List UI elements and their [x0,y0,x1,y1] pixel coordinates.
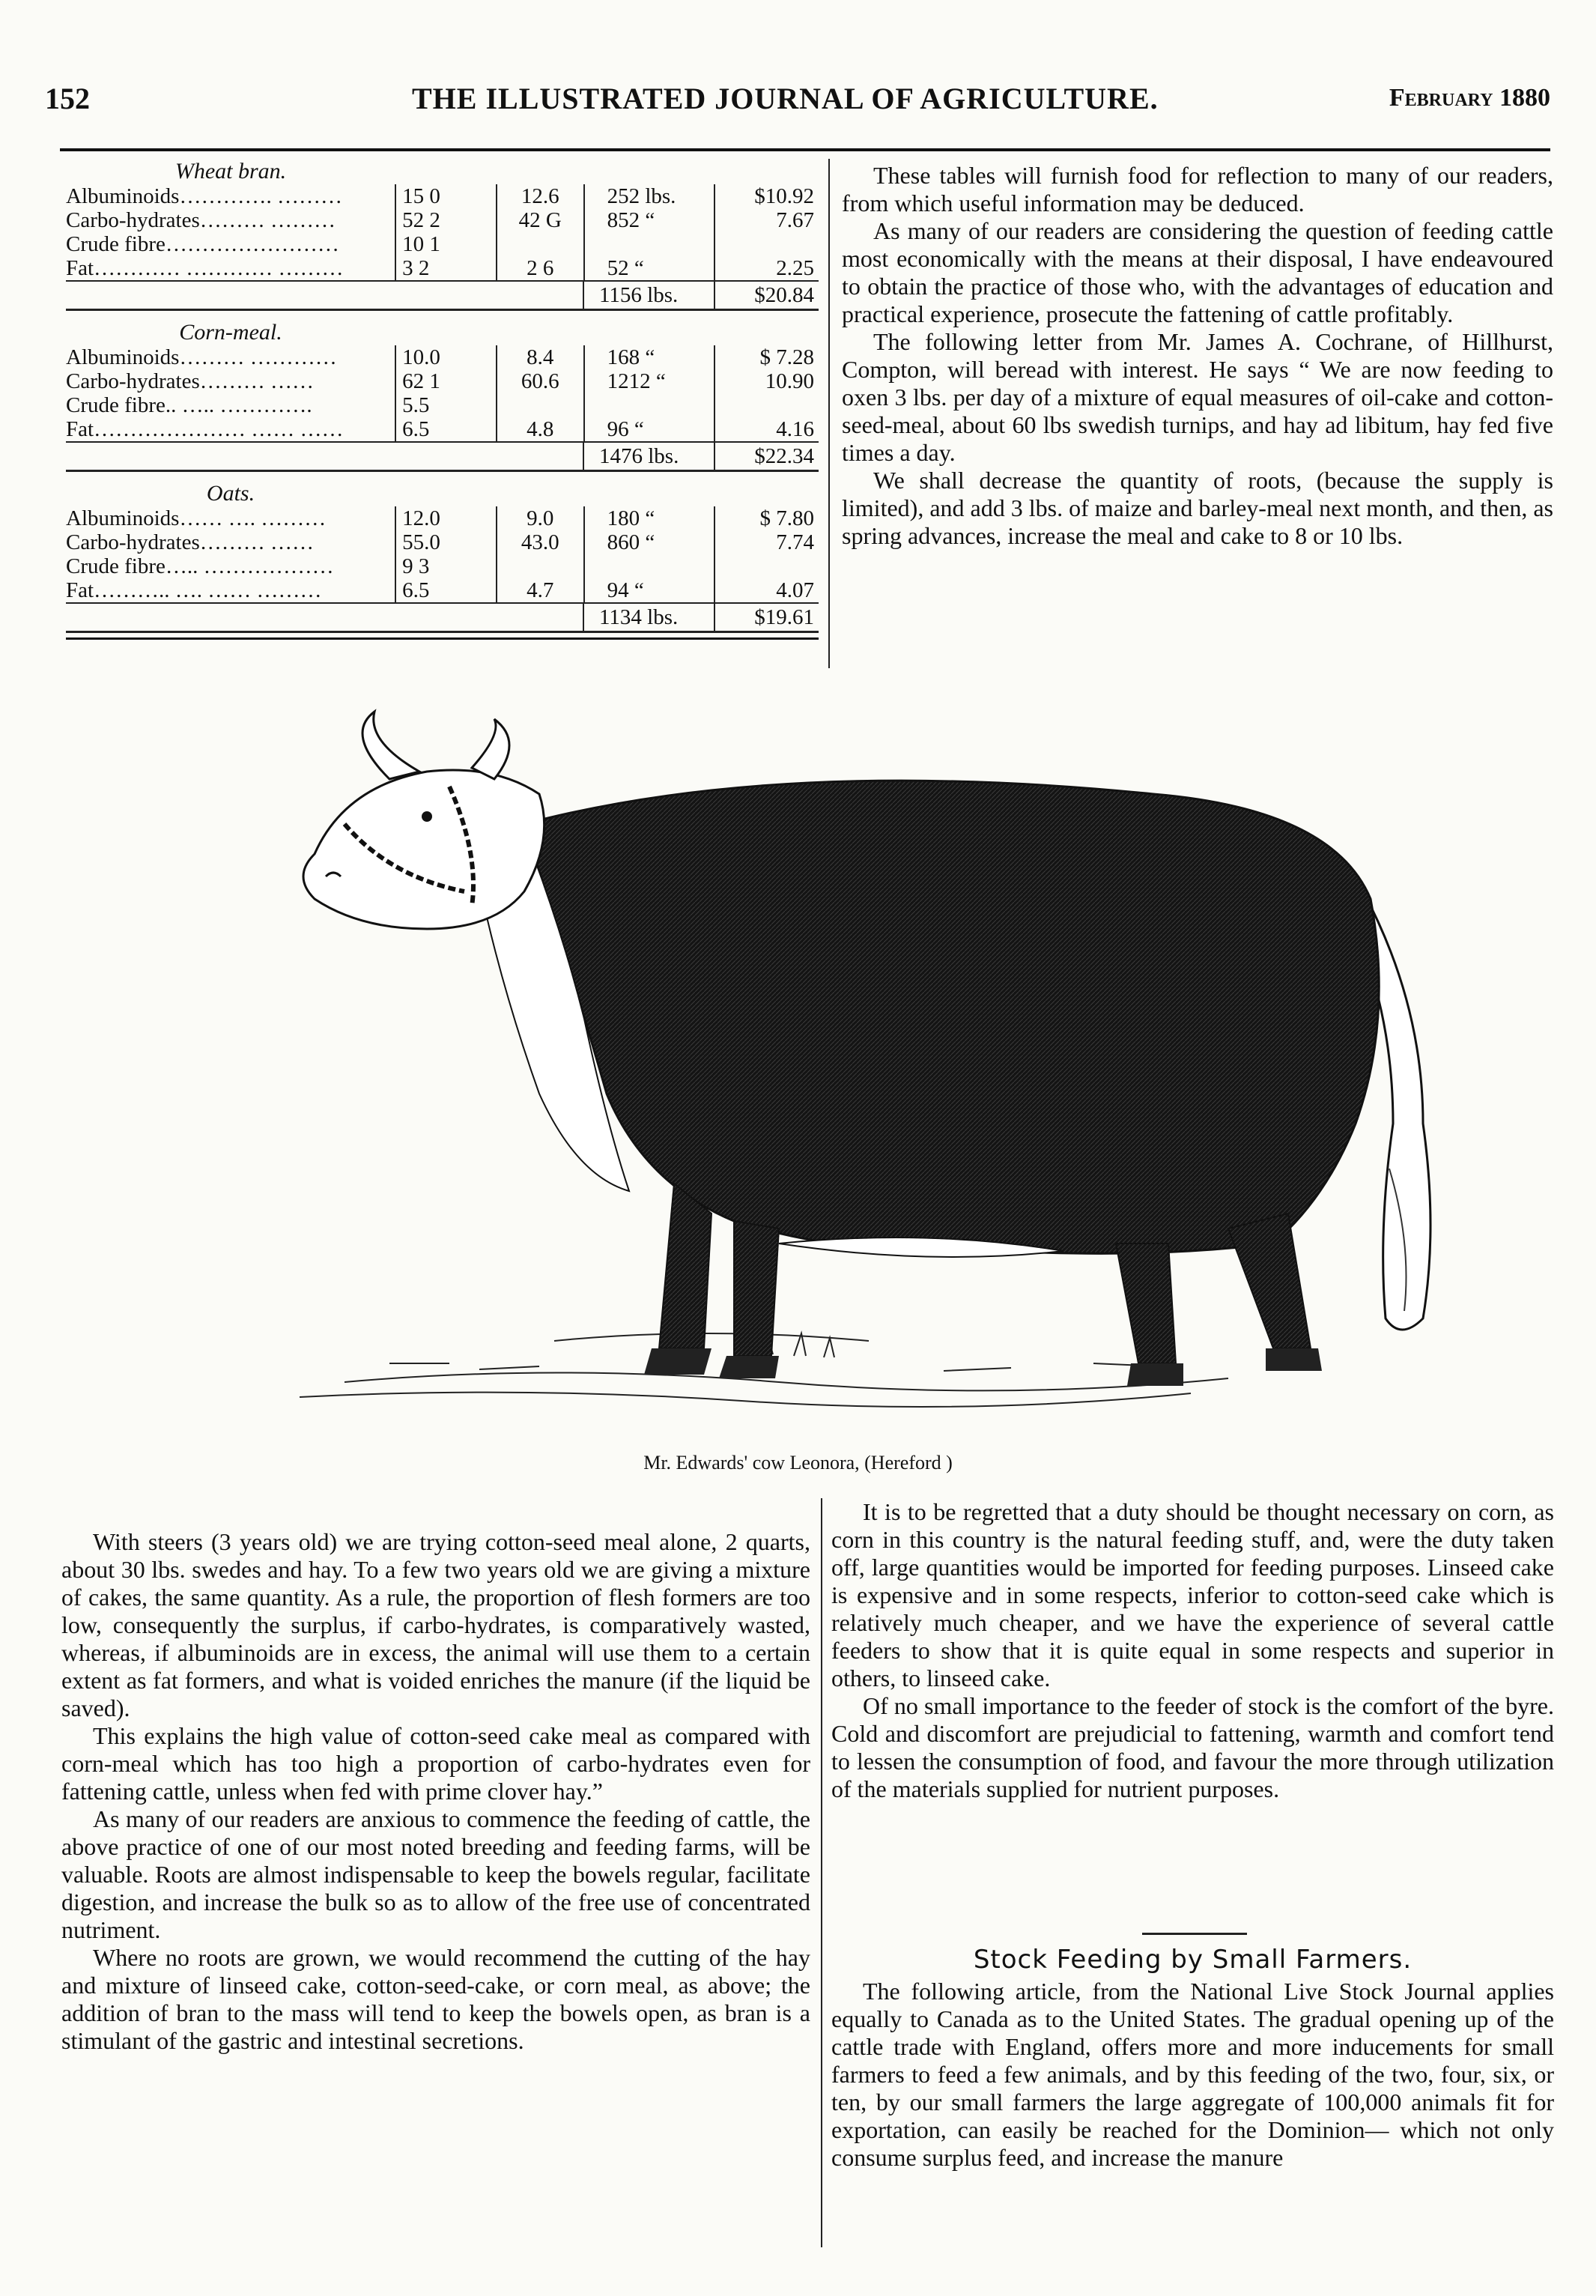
digestible-cell: 42 G [496,208,583,232]
digestible-cell: 43.0 [496,530,583,554]
section-heading: Stock Feeding by Small Farmers. [973,1945,1413,1975]
digestible-cell [496,554,583,578]
percent-cell: 10 1 [395,232,496,256]
figure-caption: Mr. Edwards' cow Leonora, (Hereford ) [643,1452,953,1473]
table-row [66,208,819,232]
value-cell: 4.07 [714,578,819,602]
lbs-cell: 52 “ [583,256,714,280]
paragraph: With steers (3 years old) we are trying cotton-seed meal alone, 2 quarts, about 30 lbs. swedes and hay. To a few two years old we are giving a mixture of cakes, the same quantity. As a rule, the proportion of flesh formers are too low, consequently the surplus, if carbo-hydrates, is comparatively wasted, whereas, if albuminoids are in excess, the animal will use them to a certain extent as fat formers, and what is voided enriches the manure (if the liquid be saved). [61,1528,810,1721]
digestible-cell: 2 6 [496,256,583,280]
percent-cell: 12.0 [395,506,496,530]
feed-table-oats [66,481,819,633]
total-row [66,602,819,633]
digestible-cell: 8.4 [496,345,583,369]
digestible-cell: 12.6 [496,184,583,208]
lbs-cell: 1212 “ [583,369,714,393]
section-rule [1142,1933,1247,1935]
total-value: $20.84 [714,282,819,309]
lbs-cell [583,393,714,417]
percent-cell: 5.5 [395,393,496,417]
cow-illustration [255,704,1453,1483]
page-header [45,81,1550,126]
paragraph: It is to be regretted that a duty should be thought necessary on corn, as corn in this country is the natural feeding stuff, and, were the duty taken off, large quantities would be imported for feeding purposes. Linseed cake is expensive and in some respects, inferior to cotton-seed cake which is relatively much cheaper, and we have the experience of several cattle feeders to show that it is quite equal in some respects and superior in others, to linseed cake. [831,1498,1554,1691]
total-lbs: 1476 lbs. [583,443,714,470]
value-cell: $ 7.80 [714,506,819,530]
value-cell: 2.25 [714,256,819,280]
total-lbs: 1156 lbs. [583,282,714,309]
total-row [66,441,819,472]
table-row [66,345,819,369]
paragraph: The following article, from the National Live Stock Journal applies equally to Canada as to the United States. The gradual opening up of the cattle trade with England, offers more and more inducements for small farmers to feed a few animals, and by this feeding of the two, four, six, or ten, by our small farmers the large aggregate of 100,000 animals fit for exportation, can easily be reached for the Dominion— which not only consume surplus feed, and increase the manure [831,1978,1554,2171]
component-cell: Carbo-hydrates……… …… [66,530,315,554]
value-cell [714,393,819,417]
table-row [66,184,819,208]
feed-name: Wheat bran. [175,159,287,184]
lbs-cell: 252 lbs. [583,184,714,208]
digestible-cell: 60.6 [496,369,583,393]
total-value: $22.34 [714,443,819,470]
percent-cell: 6.5 [395,578,496,602]
table-row [66,256,819,280]
paragraph: As many of our readers are considering the question of feeding cattle most economically with the means at their disposal, I have endeavoured to obtain the practice of those who, with the advantages of education and practical experience, prosecute the fattening of cattle profitably. [842,217,1553,327]
lbs-cell: 180 “ [583,506,714,530]
total-lbs: 1134 lbs. [583,604,714,631]
lbs-cell [583,232,714,256]
paragraph: Where no roots are grown, we would recommend the cutting of the hay and mixture of linseed cake, cotton-seed-cake, or corn meal, as above; the addition of bran to the mass will tend to keep the bowels open, as bran is a stimulant of the gastric and intestinal secretions. [61,1944,810,2054]
component-cell: Carbo-hydrates……… …… [66,369,315,393]
table-row [66,417,819,441]
percent-cell: 15 0 [395,184,496,208]
feed-tables [66,159,819,640]
digestible-cell: 9.0 [496,506,583,530]
total-row [66,280,819,311]
value-cell: 10.90 [714,369,819,393]
percent-cell: 52 2 [395,208,496,232]
table-row [66,530,819,554]
value-cell [714,554,819,578]
component-cell: Crude fibre….. ……………… [66,554,334,578]
table-end-rule [66,637,819,640]
lbs-cell: 96 “ [583,417,714,441]
journal-title: THE ILLUSTRATED JOURNAL OF AGRICULTURE. [412,82,1159,115]
percent-cell: 9 3 [395,554,496,578]
total-value: $19.61 [714,604,819,631]
digestible-cell [496,393,583,417]
feed-table-wheat-bran [66,159,819,311]
table-row [66,578,819,602]
section-text [831,1978,1554,2172]
paragraph: As many of our readers are anxious to commence the feeding of cattle, the above practice of one of our most noted breeding and feeding farms, will be valuable. Roots are almost indispensable to keep the bowels regular, facilitate digestion, and increase the bulk so as to allow of the free use of concentrated nutriment. [61,1805,810,1943]
value-cell: $ 7.28 [714,345,819,369]
table-row [66,369,819,393]
value-cell: 4.16 [714,417,819,441]
feed-table-corn-meal [66,320,819,472]
table-row [66,506,819,530]
paragraph: This explains the high value of cotton-seed cake meal as compared with corn-meal which has too high a proportion of carbo-hydrates even for fattening cattle, unless when fed with prime clover hay.” [61,1722,810,1805]
component-cell: Fat………………… …… …… [66,417,344,441]
percent-cell: 6.5 [395,417,496,441]
issue-date: February 1880 [1389,84,1550,112]
lbs-cell [583,554,714,578]
column-divider [828,159,830,668]
value-cell: 7.67 [714,208,819,232]
component-cell: Albuminoids……… ………… [66,345,337,369]
feed-name: Corn-meal. [179,320,282,345]
percent-cell: 55.0 [395,530,496,554]
paragraph: We shall decrease the quantity of roots, (because the supply is limited), and add 3 lbs. of maize and barley-meal next month, and then, as spring advances, increase the meal and cake to 8 or 10 lbs. [842,467,1553,549]
digestible-cell [496,232,583,256]
feed-name: Oats. [206,481,255,506]
lbs-cell: 168 “ [583,345,714,369]
right-column-top-text [842,162,1553,550]
component-cell: Crude fibre.. ….. …………. [66,393,312,417]
digestible-cell: 4.8 [496,417,583,441]
component-cell: Crude fibre…………………… [66,232,339,256]
page-number: 152 [45,82,90,115]
right-column-text [831,1498,1554,1803]
column-divider [821,1498,822,2247]
component-cell: Fat……….. …. …… ……… [66,578,322,602]
paragraph: Of no small importance to the feeder of stock is the comfort of the byre. Cold and discomfort are prejudicial to fattening, warmth and comfort tend to lessen the consumption of food, and favour the more through utilization of the materials supplied for nutrient purposes. [831,1692,1554,1802]
percent-cell: 10.0 [395,345,496,369]
percent-cell: 62 1 [395,369,496,393]
component-cell: Fat………… ………… ……… [66,256,344,280]
value-cell [714,232,819,256]
header-rule [60,148,1550,151]
table-row [66,232,819,256]
paragraph: These tables will furnish food for reflection to many of our readers, from which useful information may be deduced. [842,162,1553,216]
component-cell: Albuminoids…………. ……… [66,184,342,208]
value-cell: 7.74 [714,530,819,554]
component-cell: Albuminoids…… …. ……… [66,506,327,530]
digestible-cell: 4.7 [496,578,583,602]
lbs-cell: 860 “ [583,530,714,554]
table-row [66,393,819,417]
percent-cell: 3 2 [395,256,496,280]
component-cell: Carbo-hydrates……… ……… [66,208,336,232]
lbs-cell: 94 “ [583,578,714,602]
value-cell: $10.92 [714,184,819,208]
left-column-text [61,1528,810,2055]
table-row [66,554,819,578]
lbs-cell: 852 “ [583,208,714,232]
paragraph: The following letter from Mr. James A. Cochrane, of Hillhurst, Compton, will beread with interest. He says “ We are now feeding to oxen 3 lbs. per day of a mixture of equal measures of oil-cake and cotton-seed-meal, about 60 lbs swedish turnips, and hay ad libitum, hay fed five times a day. [842,328,1553,466]
